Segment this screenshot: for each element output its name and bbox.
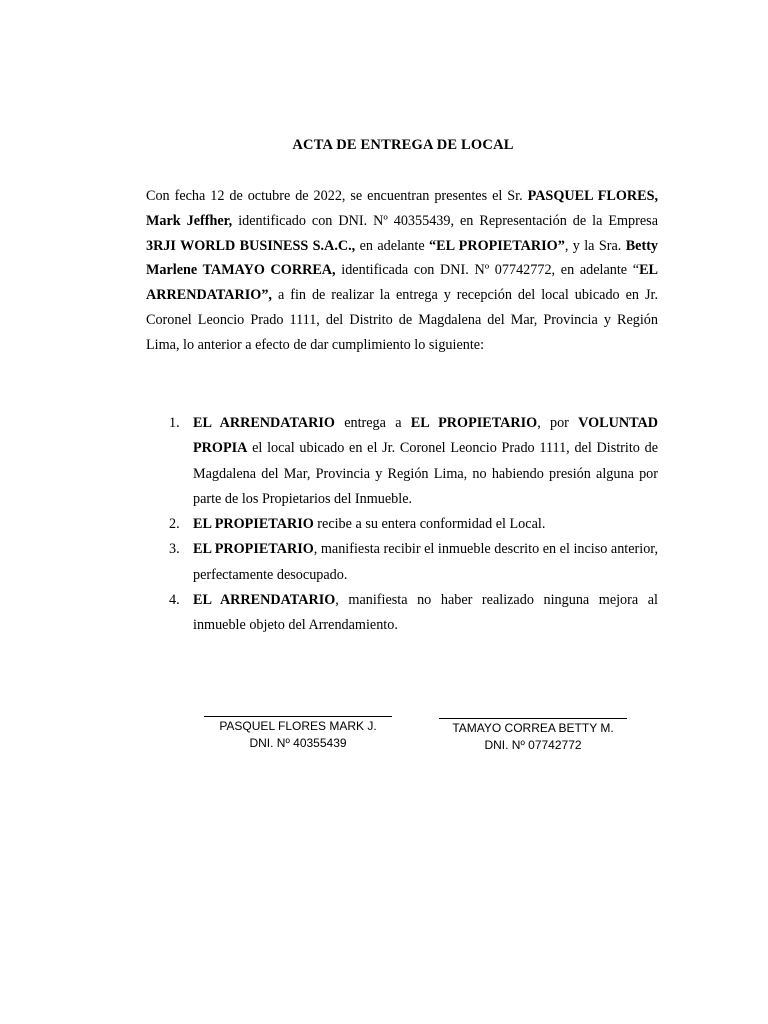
item-text: , por: [537, 415, 579, 431]
signature-block-tenant: [439, 718, 627, 754]
intro-paragraph: [146, 184, 658, 358]
signature-line: [439, 718, 627, 719]
item-bold-text: VOLUNTAD PROPIA: [193, 415, 658, 457]
document-title: ACTA DE ENTREGA DE LOCAL: [292, 137, 514, 153]
list-item: [146, 588, 658, 639]
item-bold-text: EL PROPIETARIO: [410, 415, 538, 431]
item-text: entrega a: [334, 415, 411, 431]
intro-text-5: identificada con DNI. Nº 07742772, en adelante “: [335, 262, 640, 279]
signature-name: TAMAYO CORREA BETTY M.: [452, 721, 614, 735]
signature-dni: DNI. Nº 07742772: [484, 738, 582, 752]
signature-block-owner: [204, 716, 392, 752]
list-item: [146, 512, 658, 537]
tenant-alias: EL ARRENDATARIO”,: [146, 262, 658, 304]
list-item: [146, 537, 658, 588]
item-number: 4.: [169, 592, 180, 609]
tenant-name: Betty Marlene TAMAYO CORREA,: [146, 237, 659, 279]
intro-text-4: , y la Sra.: [564, 237, 626, 254]
item-bold-text: EL ARRENDATARIO: [193, 415, 335, 431]
item-text: el local ubicado en el Jr. Coronel Leoncio Prado 1111, del Distrito de Magdalena del Mar, Provincia y Región Lima, no habiendo presión alguna por parte de los Propietarios del Inmueble.: [193, 440, 658, 507]
intro-text-1: Con fecha 12 de octubre de 2022, se encuentran presentes el Sr.: [146, 188, 528, 204]
list-item: [146, 411, 658, 512]
item-number: 3.: [169, 541, 180, 558]
company-name: 3RJI WORLD BUSINESS S.A.C.,: [146, 237, 356, 254]
clauses-list: [146, 411, 658, 639]
owner-alias: “EL PROPIETARIO”: [429, 237, 565, 254]
signature-line: [204, 716, 392, 717]
intro-text-3: en adelante: [355, 237, 430, 254]
item-text: recibe a su entera conformidad el Local.: [313, 516, 546, 533]
signature-dni: DNI. Nº 40355439: [249, 736, 347, 750]
item-bold-text: EL PROPIETARIO: [193, 541, 314, 558]
item-bold-text: EL PROPIETARIO: [193, 516, 314, 533]
item-number: 1.: [169, 415, 180, 431]
item-text: , manifiesta no haber realizado ninguna mejora al inmueble objeto del Arrendamiento.: [193, 592, 658, 634]
signature-name: PASQUEL FLORES MARK J.: [219, 719, 377, 733]
intro-text-2: identificado con DNI. Nº 40355439, en Representación de la Empresa: [232, 212, 658, 229]
item-bold-text: EL ARRENDATARIO: [193, 592, 336, 609]
item-number: 2.: [169, 516, 180, 533]
item-text: , manifiesta recibir el inmueble descrito en el inciso anterior, perfectamente desocupado.: [193, 541, 659, 583]
intro-text-6: a fin de realizar la entrega y recepción del local ubicado en Jr. Coronel Leoncio Prado 1111, del Distrito de Magdalena del Mar, Provincia y Región Lima, lo anterior a efecto de dar cumplimiento lo siguiente:: [146, 287, 658, 353]
owner-representative-name: PASQUEL FLORES, Mark Jeffher,: [146, 188, 659, 229]
